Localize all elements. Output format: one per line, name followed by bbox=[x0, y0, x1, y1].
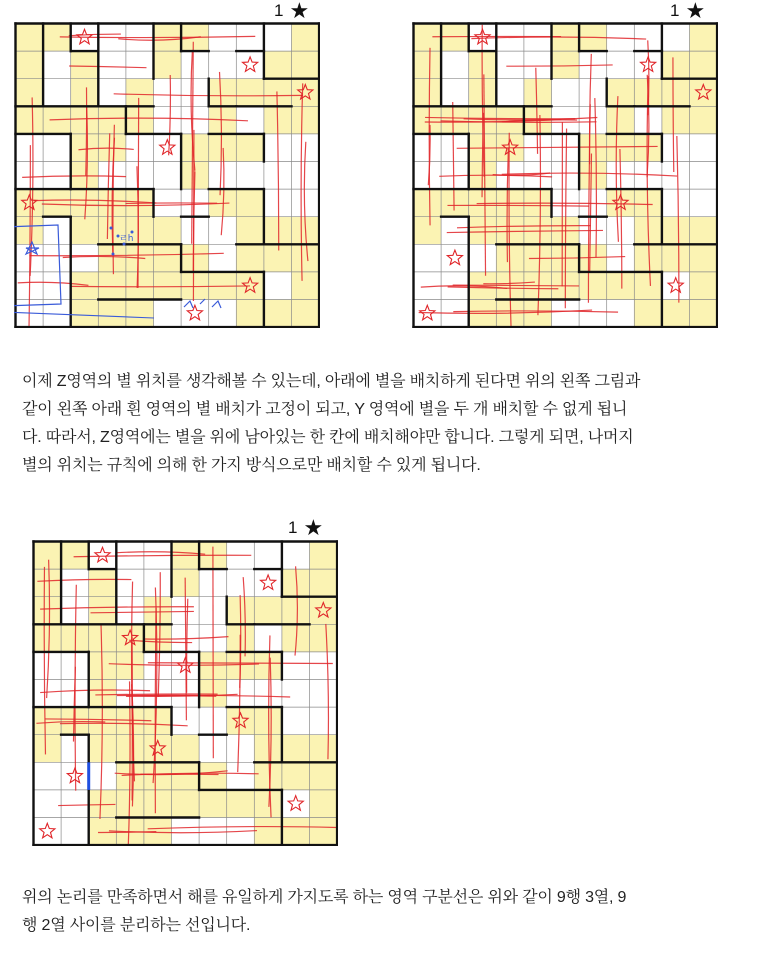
shaded-cell bbox=[71, 217, 99, 245]
shaded-cell bbox=[236, 189, 264, 217]
shaded-cell bbox=[310, 542, 338, 570]
shaded-cell bbox=[16, 79, 44, 107]
shaded-cell bbox=[292, 51, 320, 79]
shaded-cell bbox=[34, 542, 62, 570]
shaded-cell bbox=[496, 217, 524, 245]
shaded-cell bbox=[71, 189, 99, 217]
puzzle-top-left bbox=[14, 22, 320, 328]
shaded-cell bbox=[209, 79, 237, 107]
shaded-cell bbox=[16, 189, 44, 217]
shaded-cell bbox=[690, 300, 718, 328]
shaded-cell bbox=[34, 569, 62, 597]
shaded-cell bbox=[89, 597, 117, 625]
shaded-cell bbox=[89, 569, 117, 597]
shaded-cell bbox=[144, 624, 172, 652]
shaded-cell bbox=[292, 24, 320, 52]
shaded-cell bbox=[607, 106, 635, 134]
badge-number: 1 bbox=[274, 1, 284, 20]
shaded-cell bbox=[254, 762, 282, 790]
shaded-cell bbox=[154, 272, 182, 300]
pen-stroke bbox=[125, 203, 217, 204]
shaded-cell bbox=[71, 106, 99, 134]
shaded-cell bbox=[579, 162, 607, 190]
shaded-cell bbox=[310, 569, 338, 597]
shaded-cell bbox=[116, 624, 144, 652]
shaded-cell bbox=[254, 818, 282, 846]
annotation-dot bbox=[112, 253, 115, 256]
shaded-cell bbox=[292, 300, 320, 328]
shaded-cell bbox=[292, 106, 320, 134]
shaded-cell bbox=[154, 51, 182, 79]
shaded-cell bbox=[126, 300, 154, 328]
shaded-cell bbox=[310, 790, 338, 818]
puzzle-grid bbox=[412, 22, 718, 328]
shaded-cell bbox=[71, 272, 99, 300]
shaded-cell bbox=[16, 51, 44, 79]
shaded-cell bbox=[607, 79, 635, 107]
shaded-cell bbox=[282, 597, 310, 625]
shaded-cell bbox=[662, 106, 690, 134]
shaded-cell bbox=[414, 106, 442, 134]
shaded-cell bbox=[181, 244, 209, 272]
shaded-cell bbox=[172, 790, 200, 818]
shaded-cell bbox=[89, 790, 117, 818]
shaded-cell bbox=[662, 51, 690, 79]
puzzle-badge bbox=[274, 0, 309, 22]
shaded-cell bbox=[690, 244, 718, 272]
shaded-cell bbox=[98, 300, 126, 328]
shaded-cell bbox=[310, 597, 338, 625]
shaded-cell bbox=[690, 51, 718, 79]
puzzle-bottom bbox=[32, 540, 338, 846]
shaded-cell bbox=[690, 79, 718, 107]
shaded-cell bbox=[414, 79, 442, 107]
shaded-cell bbox=[126, 79, 154, 107]
shaded-cell bbox=[98, 106, 126, 134]
shaded-cell bbox=[441, 189, 469, 217]
shaded-cell bbox=[310, 624, 338, 652]
shaded-cell bbox=[16, 217, 44, 245]
shaded-cell bbox=[662, 300, 690, 328]
shaded-cell bbox=[634, 244, 662, 272]
shaded-cell bbox=[209, 134, 237, 162]
shaded-cell bbox=[227, 707, 255, 735]
shaded-cell bbox=[441, 106, 469, 134]
text-line: 이제 Z영역의 별 위치를 생각해볼 수 있는데, 아래에 별을 배치하게 된다면 위의 왼쪽 그림과 bbox=[22, 373, 641, 390]
shaded-cell bbox=[126, 106, 154, 134]
pen-stroke bbox=[447, 205, 589, 206]
shaded-cell bbox=[634, 300, 662, 328]
shaded-cell bbox=[227, 790, 255, 818]
shaded-cell bbox=[690, 272, 718, 300]
shaded-cell bbox=[254, 790, 282, 818]
shaded-cell bbox=[607, 272, 635, 300]
shaded-cell bbox=[236, 217, 264, 245]
shaded-cell bbox=[292, 244, 320, 272]
shaded-cell bbox=[690, 106, 718, 134]
shaded-cell bbox=[634, 272, 662, 300]
shaded-cell bbox=[34, 735, 62, 763]
shaded-cell bbox=[292, 272, 320, 300]
pen-stroke bbox=[193, 130, 194, 301]
shaded-cell bbox=[144, 597, 172, 625]
text-line: 별의 위치는 규칙에 의해 한 가지 방식으로만 배치할 수 있게 됩니다. bbox=[22, 457, 481, 474]
shaded-cell bbox=[254, 597, 282, 625]
shaded-cell bbox=[34, 597, 62, 625]
explanation-paragraph bbox=[22, 368, 737, 480]
shaded-cell bbox=[524, 79, 552, 107]
shaded-cell bbox=[264, 244, 292, 272]
shaded-cell bbox=[282, 735, 310, 763]
badge-number: 1 bbox=[288, 518, 298, 537]
shaded-cell bbox=[43, 189, 71, 217]
shaded-cell bbox=[264, 51, 292, 79]
shaded-cell bbox=[71, 51, 99, 79]
shaded-cell bbox=[662, 244, 690, 272]
shaded-cell bbox=[690, 24, 718, 52]
shaded-cell bbox=[154, 244, 182, 272]
annotation-dot bbox=[110, 227, 113, 230]
shaded-cell bbox=[181, 134, 209, 162]
shaded-cell bbox=[282, 762, 310, 790]
shaded-cell bbox=[236, 244, 264, 272]
shaded-cell bbox=[144, 735, 172, 763]
puzzle-grid bbox=[32, 540, 338, 846]
shaded-cell bbox=[199, 790, 227, 818]
star-icon: ★ bbox=[289, 0, 310, 23]
shaded-cell bbox=[34, 707, 62, 735]
conclusion-paragraph bbox=[22, 884, 737, 940]
shaded-cell bbox=[662, 217, 690, 245]
shaded-cell bbox=[71, 134, 99, 162]
shaded-cell bbox=[126, 272, 154, 300]
shaded-cell bbox=[181, 272, 209, 300]
text-line: 위의 논리를 만족하면서 해를 유일하게 가지도록 하는 영역 구분선은 위와 같이 9행 3열, 9 bbox=[22, 889, 627, 906]
shaded-cell bbox=[71, 79, 99, 107]
puzzle-badge bbox=[670, 0, 705, 22]
shaded-cell bbox=[236, 300, 264, 328]
shaded-cell bbox=[414, 189, 442, 217]
shaded-cell bbox=[292, 79, 320, 107]
puzzle-grid bbox=[14, 22, 320, 328]
shaded-cell bbox=[310, 818, 338, 846]
star-icon: ★ bbox=[685, 0, 706, 23]
shaded-cell bbox=[144, 790, 172, 818]
star-icon: ★ bbox=[303, 515, 324, 540]
shaded-cell bbox=[282, 818, 310, 846]
shaded-cell bbox=[264, 217, 292, 245]
badge-number: 1 bbox=[670, 1, 680, 20]
shaded-cell bbox=[236, 134, 264, 162]
shaded-cell bbox=[414, 24, 442, 52]
shaded-cell bbox=[236, 79, 264, 107]
shaded-cell bbox=[662, 79, 690, 107]
text-line: 다. 따라서, Z영역에는 별을 위에 남아있는 한 칸에 배치해야만 합니다. 그렇게 되면, 나머지 bbox=[22, 429, 634, 446]
shaded-cell bbox=[469, 217, 497, 245]
shaded-cell bbox=[98, 272, 126, 300]
shaded-cell bbox=[441, 24, 469, 52]
shaded-cell bbox=[172, 762, 200, 790]
shaded-cell bbox=[254, 735, 282, 763]
puzzle-top-right bbox=[412, 22, 718, 328]
text-line: 행 2열 사이를 분리하는 선입니다. bbox=[22, 917, 251, 934]
shaded-cell bbox=[264, 300, 292, 328]
shaded-cell bbox=[310, 762, 338, 790]
annotation-note: ㄹh bbox=[119, 234, 134, 244]
shaded-cell bbox=[71, 300, 99, 328]
shaded-cell bbox=[16, 106, 44, 134]
shaded-cell bbox=[690, 217, 718, 245]
shaded-cell bbox=[254, 652, 282, 680]
shaded-cell bbox=[16, 24, 44, 52]
shaded-cell bbox=[579, 272, 607, 300]
shaded-cell bbox=[552, 51, 580, 79]
shaded-cell bbox=[61, 542, 89, 570]
text-line: 같이 왼쪽 아래 흰 영역의 별 배치가 고정이 되고, Y 영역에 별을 두 개 배치할 수 없게 됩니 bbox=[22, 401, 628, 418]
shaded-cell bbox=[414, 217, 442, 245]
shaded-cell bbox=[116, 652, 144, 680]
shaded-cell bbox=[34, 624, 62, 652]
puzzle-badge bbox=[288, 517, 323, 539]
shaded-cell bbox=[89, 624, 117, 652]
shaded-cell bbox=[199, 762, 227, 790]
shaded-cell bbox=[414, 51, 442, 79]
shaded-cell bbox=[144, 762, 172, 790]
shaded-cell bbox=[154, 217, 182, 245]
shaded-cell bbox=[172, 735, 200, 763]
shaded-cell bbox=[310, 735, 338, 763]
pen-stroke bbox=[148, 663, 333, 664]
pen-stroke bbox=[138, 98, 139, 288]
